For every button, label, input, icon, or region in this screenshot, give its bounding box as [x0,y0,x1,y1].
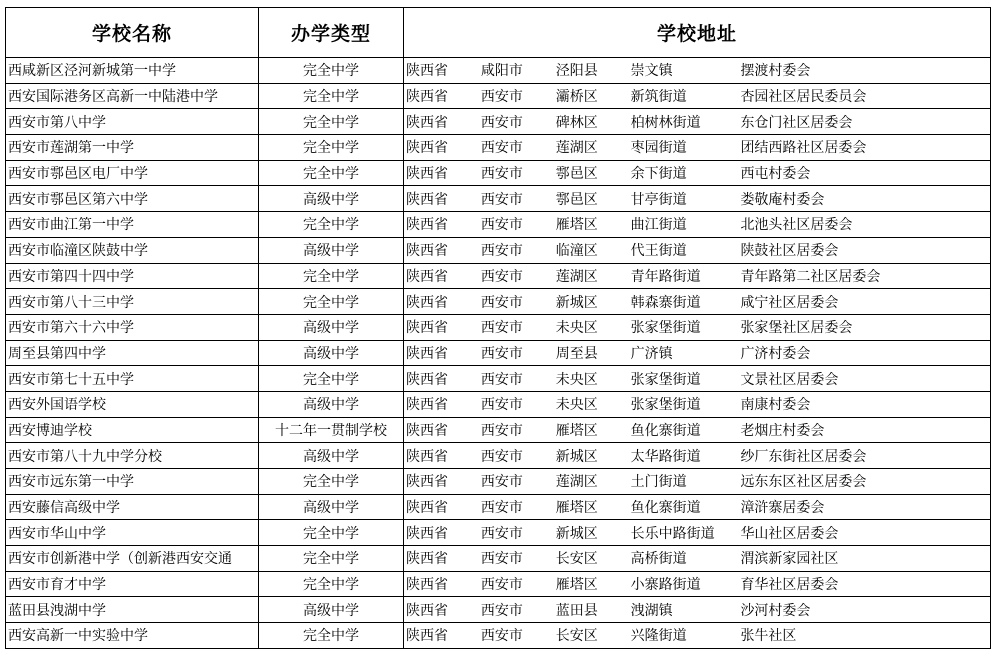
street-text: 枣园街道 [630,140,687,157]
community-text: 陕鼓社区居委会 [740,243,839,260]
district-text: 蓝田县 [555,602,598,619]
school-type-cell: 完全中学 [259,366,404,392]
district-text: 雁塔区 [555,577,598,594]
school-type-cell: 高级中学 [259,597,404,623]
school-name-cell: 西安博迪学校 [6,417,259,443]
school-type-cell: 高级中学 [259,443,404,469]
province-text: 陕西省 [406,602,448,619]
community-text: 文景社区居委会 [740,371,839,388]
school-name-cell: 西安市鄠邑区第六中学 [6,186,259,212]
header-school-name: 学校名称 [6,8,259,58]
street-text: 鱼化寨街道 [630,500,701,517]
table-row [6,417,991,443]
address-cell [404,289,991,315]
school-name-cell: 西安市曲江第一中学 [6,212,259,238]
city-text: 西安市 [480,500,523,517]
school-type-cell: 完全中学 [259,58,404,84]
district-text: 雁塔区 [555,217,598,234]
city-text: 西安市 [480,577,523,594]
community-text: 华山社区居委会 [740,525,839,542]
province-text: 陕西省 [406,294,448,311]
district-text: 雁塔区 [555,422,598,439]
city-text: 咸阳市 [480,63,523,80]
table-row [6,58,991,84]
province-text: 陕西省 [406,628,448,645]
district-text: 莲湖区 [555,268,598,285]
table-row [6,289,991,315]
city-text: 西安市 [480,294,523,311]
table-row [6,546,991,572]
school-name-cell: 西安市华山中学 [6,520,259,546]
city-text: 西安市 [480,217,523,234]
community-text: 张家堡社区居委会 [740,320,853,337]
community-text: 北池头社区居委会 [740,217,853,234]
community-text: 杏园社区居民委员会 [740,89,867,106]
province-text: 陕西省 [406,217,448,234]
school-type-cell: 完全中学 [259,623,404,649]
community-text: 张牛社区 [740,628,797,645]
district-text: 灞桥区 [555,89,598,106]
table-body [6,58,991,649]
district-text: 长安区 [555,628,598,645]
city-text: 西安市 [480,140,523,157]
table-row [6,135,991,161]
address-cell [404,212,991,238]
address-cell [404,340,991,366]
address-cell [404,314,991,340]
school-type-cell: 完全中学 [259,160,404,186]
community-text: 青年路第二社区居委会 [740,268,881,285]
province-text: 陕西省 [406,114,448,131]
school-name-cell: 西安市第四十四中学 [6,263,259,289]
city-text: 西安市 [480,474,523,491]
street-text: 洩湖镇 [630,602,673,619]
province-text: 陕西省 [406,577,448,594]
school-name-cell: 蓝田县洩湖中学 [6,597,259,623]
street-text: 张家堡街道 [630,320,701,337]
district-text: 未央区 [555,320,598,337]
province-text: 陕西省 [406,371,448,388]
street-text: 青年路街道 [630,268,701,285]
street-text: 鱼化寨街道 [630,422,701,439]
address-cell [404,160,991,186]
address-cell [404,135,991,161]
street-text: 柏树林街道 [630,114,701,131]
province-text: 陕西省 [406,345,448,362]
school-name-cell: 西安市远东第一中学 [6,469,259,495]
address-cell [404,494,991,520]
school-type-cell: 完全中学 [259,83,404,109]
school-type-cell: 高级中学 [259,237,404,263]
street-text: 甘亭街道 [630,191,687,208]
district-text: 临潼区 [555,243,598,260]
school-type-cell: 高级中学 [259,391,404,417]
street-text: 小寨路街道 [630,577,701,594]
table-row [6,340,991,366]
city-text: 西安市 [480,525,523,542]
street-text: 曲江街道 [630,217,687,234]
header-row [6,8,991,58]
street-text: 土门街道 [630,474,687,491]
school-name-cell: 西安外国语学校 [6,391,259,417]
district-text: 周至县 [555,345,598,362]
school-type-cell: 完全中学 [259,263,404,289]
street-text: 太华路街道 [630,448,701,465]
community-text: 咸宁社区居委会 [740,294,839,311]
school-name-cell: 西安市第六十六中学 [6,314,259,340]
province-text: 陕西省 [406,89,448,106]
community-text: 摆渡村委会 [740,63,811,80]
table-row [6,212,991,238]
community-text: 东仓门社区居委会 [740,114,853,131]
city-text: 西安市 [480,114,523,131]
header-school-address: 学校地址 [404,8,991,58]
school-name-cell: 西安市第八十三中学 [6,289,259,315]
district-text: 长安区 [555,551,598,568]
city-text: 西安市 [480,345,523,362]
province-text: 陕西省 [406,397,448,414]
school-name-cell: 西安国际港务区高新一中陆港中学 [6,83,259,109]
school-type-cell: 完全中学 [259,212,404,238]
address-cell [404,623,991,649]
district-text: 未央区 [555,371,598,388]
address-cell [404,417,991,443]
community-text: 娄敬庵村委会 [740,191,825,208]
street-text: 代王街道 [630,243,687,260]
district-text: 莲湖区 [555,474,598,491]
street-text: 兴隆街道 [630,628,687,645]
school-type-cell: 十二年一贯制学校 [259,417,404,443]
table-row [6,520,991,546]
address-cell [404,391,991,417]
community-text: 西屯村委会 [740,166,811,183]
address-cell [404,597,991,623]
address-cell [404,58,991,84]
district-text: 泾阳县 [555,63,598,80]
school-type-cell: 高级中学 [259,186,404,212]
province-text: 陕西省 [406,63,448,80]
table-row [6,469,991,495]
table-row [6,366,991,392]
province-text: 陕西省 [406,448,448,465]
school-type-cell: 完全中学 [259,571,404,597]
province-text: 陕西省 [406,422,448,439]
community-text: 老烟庄村委会 [740,422,825,439]
street-text: 韩森寨街道 [630,294,701,311]
school-type-cell: 完全中学 [259,520,404,546]
community-text: 团结西路社区居委会 [740,140,867,157]
table-row [6,494,991,520]
table-row [6,109,991,135]
school-name-cell: 西安高新一中实验中学 [6,623,259,649]
district-text: 碑林区 [555,114,598,131]
province-text: 陕西省 [406,500,448,517]
address-cell [404,186,991,212]
address-cell [404,546,991,572]
school-name-cell: 西咸新区泾河新城第一中学 [6,58,259,84]
table-row [6,623,991,649]
street-text: 崇文镇 [630,63,673,80]
address-cell [404,571,991,597]
street-text: 长乐中路街道 [630,525,715,542]
school-name-cell: 西安市临潼区陕鼓中学 [6,237,259,263]
province-text: 陕西省 [406,474,448,491]
community-text: 广济村委会 [740,345,811,362]
address-cell [404,469,991,495]
city-text: 西安市 [480,551,523,568]
school-name-cell: 西安藤信高级中学 [6,494,259,520]
street-text: 余下街道 [630,166,687,183]
province-text: 陕西省 [406,243,448,260]
table-row [6,391,991,417]
district-text: 莲湖区 [555,140,598,157]
school-type-cell: 完全中学 [259,289,404,315]
district-text: 新城区 [555,448,598,465]
province-text: 陕西省 [406,268,448,285]
table-row [6,571,991,597]
school-name-cell: 西安市育才中学 [6,571,259,597]
district-text: 新城区 [555,294,598,311]
table-row [6,186,991,212]
school-name-cell: 周至县第四中学 [6,340,259,366]
school-table [5,7,991,649]
province-text: 陕西省 [406,551,448,568]
community-text: 育华社区居委会 [740,577,839,594]
school-type-cell: 完全中学 [259,109,404,135]
district-text: 鄠邑区 [555,166,598,183]
province-text: 陕西省 [406,140,448,157]
city-text: 西安市 [480,628,523,645]
province-text: 陕西省 [406,166,448,183]
school-name-cell: 西安市第八中学 [6,109,259,135]
city-text: 西安市 [480,243,523,260]
district-text: 雁塔区 [555,500,598,517]
community-text: 纱厂东街社区居委会 [740,448,867,465]
province-text: 陕西省 [406,320,448,337]
table-row [6,314,991,340]
school-type-cell: 高级中学 [259,340,404,366]
district-text: 未央区 [555,397,598,414]
school-type-cell: 完全中学 [259,135,404,161]
address-cell [404,83,991,109]
community-text: 漳浒寨居委会 [740,500,825,517]
address-cell [404,443,991,469]
city-text: 西安市 [480,320,523,337]
school-name-cell: 西安市第七十五中学 [6,366,259,392]
community-text: 渭滨新家园社区 [740,551,839,568]
school-name-cell: 西安市第八十九中学分校 [6,443,259,469]
table-row [6,443,991,469]
header-school-type: 办学类型 [259,8,404,58]
city-text: 西安市 [480,422,523,439]
street-text: 张家堡街道 [630,371,701,388]
address-cell [404,109,991,135]
school-name-cell: 西安市创新港中学（创新港西安交通 [6,546,259,572]
city-text: 西安市 [480,191,523,208]
table-row [6,83,991,109]
table-row [6,263,991,289]
city-text: 西安市 [480,371,523,388]
school-type-cell: 完全中学 [259,469,404,495]
street-text: 新筑街道 [630,89,687,106]
city-text: 西安市 [480,268,523,285]
city-text: 西安市 [480,166,523,183]
table-row [6,160,991,186]
address-cell [404,263,991,289]
street-text: 广济镇 [630,345,673,362]
city-text: 西安市 [480,602,523,619]
province-text: 陕西省 [406,191,448,208]
community-text: 远东东区社区居委会 [740,474,867,491]
city-text: 西安市 [480,89,523,106]
street-text: 张家堡街道 [630,397,701,414]
community-text: 南康村委会 [740,397,811,414]
table-row [6,597,991,623]
address-cell [404,237,991,263]
province-text: 陕西省 [406,525,448,542]
street-text: 高桥街道 [630,551,687,568]
district-text: 鄠邑区 [555,191,598,208]
address-cell [404,520,991,546]
address-cell [404,366,991,392]
school-name-cell: 西安市莲湖第一中学 [6,135,259,161]
city-text: 西安市 [480,397,523,414]
school-type-cell: 完全中学 [259,546,404,572]
city-text: 西安市 [480,448,523,465]
community-text: 沙河村委会 [740,602,811,619]
school-type-cell: 高级中学 [259,314,404,340]
school-type-cell: 高级中学 [259,494,404,520]
table-row [6,237,991,263]
school-name-cell: 西安市鄠邑区电厂中学 [6,160,259,186]
district-text: 新城区 [555,525,598,542]
